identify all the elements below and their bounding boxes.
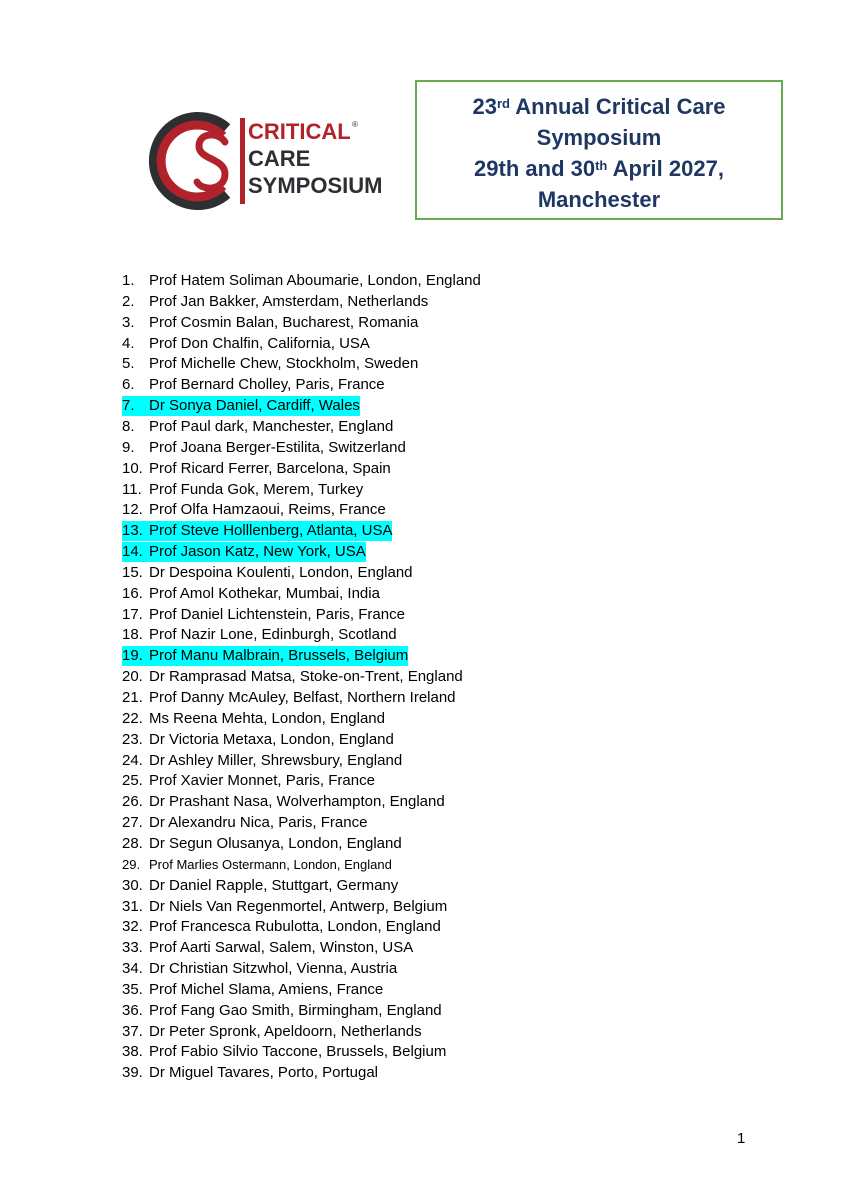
speaker-name-location: Prof Jason Katz, New York, USA bbox=[149, 543, 366, 561]
speaker-name-location: Prof Don Chalfin, California, USA bbox=[149, 334, 370, 352]
logo-divider bbox=[240, 118, 245, 204]
speaker-number: 25. bbox=[122, 772, 143, 790]
speaker-list-item bbox=[122, 375, 385, 395]
speaker-list-item bbox=[122, 751, 402, 771]
speaker-list-item bbox=[122, 521, 392, 541]
speaker-number: 2. bbox=[122, 292, 135, 310]
speaker-list-item bbox=[122, 500, 386, 520]
speaker-list-item bbox=[122, 584, 380, 604]
logo-wordmark bbox=[248, 118, 383, 199]
speaker-list-item bbox=[122, 542, 366, 562]
speaker-number: 1. bbox=[122, 272, 135, 289]
speaker-name-location: Dr Despoina Koulenti, London, England bbox=[149, 563, 413, 581]
speaker-name-location: Prof Funda Gok, Merem, Turkey bbox=[149, 480, 364, 498]
speaker-name-location: Prof Marlies Ostermann, London, England bbox=[149, 856, 392, 872]
speaker-number: 10. bbox=[122, 459, 143, 477]
speaker-list-item bbox=[122, 688, 456, 708]
title-line-3 bbox=[417, 153, 781, 184]
speaker-name-location: Prof Michel Slama, Amiens, France bbox=[149, 980, 384, 998]
speaker-number: 22. bbox=[122, 709, 143, 727]
date-month-year: April 2027, bbox=[607, 156, 724, 181]
speaker-number: 12. bbox=[122, 501, 143, 519]
speaker-list-item bbox=[122, 771, 375, 791]
speaker-number: 28. bbox=[122, 834, 143, 852]
event-title-box bbox=[415, 80, 783, 220]
speaker-name-location: Prof Paul dark, Manchester, England bbox=[149, 417, 394, 435]
speaker-number: 37. bbox=[122, 1022, 143, 1040]
speaker-number: 26. bbox=[122, 793, 143, 811]
date-text: 29th and 30 bbox=[474, 156, 596, 181]
speaker-list-item bbox=[122, 938, 413, 958]
speaker-list-item bbox=[122, 646, 408, 666]
speaker-list-item bbox=[122, 438, 406, 458]
speaker-list-item bbox=[122, 625, 397, 645]
speaker-number: 14. bbox=[122, 543, 143, 561]
symposium-logo bbox=[143, 108, 383, 214]
speaker-number: 33. bbox=[122, 939, 143, 957]
speaker-name-location: Prof Michelle Chew, Stockholm, Sweden bbox=[149, 355, 419, 373]
speaker-number: 8. bbox=[122, 417, 135, 435]
speaker-number: 38. bbox=[122, 1043, 143, 1061]
speaker-number: 5. bbox=[122, 355, 135, 373]
speaker-number: 21. bbox=[122, 689, 143, 706]
speaker-number: 35. bbox=[122, 980, 143, 998]
speaker-name-location: Dr Christian Sitzwhol, Vienna, Austria bbox=[149, 960, 398, 978]
speaker-number: 17. bbox=[122, 605, 143, 623]
speaker-name-location: Prof Amol Kothekar, Mumbai, India bbox=[149, 584, 380, 602]
speaker-list-item bbox=[122, 813, 367, 833]
speaker-list-item bbox=[122, 1022, 422, 1042]
title-line-4: Manchester bbox=[537, 187, 661, 212]
speaker-name-location: Dr Ramprasad Matsa, Stoke-on-Trent, England bbox=[149, 668, 463, 686]
speaker-name-location: Prof Bernard Cholley, Paris, France bbox=[149, 376, 385, 394]
speaker-list-item bbox=[122, 334, 370, 354]
registered-mark: ® bbox=[352, 120, 358, 129]
speaker-number: 19. bbox=[122, 647, 143, 665]
speaker-number: 20. bbox=[122, 668, 143, 686]
speaker-list-item bbox=[122, 1063, 378, 1083]
speaker-list-item bbox=[122, 417, 393, 437]
speaker-number: 13. bbox=[122, 522, 143, 540]
logo-line-symposium: SYMPOSIUM bbox=[248, 173, 383, 198]
speaker-name-location: Prof Danny McAuley, Belfast, Northern Ireland bbox=[149, 689, 456, 706]
speaker-list-item bbox=[122, 354, 418, 374]
speaker-name-location: Dr Ashley Miller, Shrewsbury, England bbox=[149, 751, 403, 769]
speaker-number: 23. bbox=[122, 730, 143, 748]
speaker-number: 31. bbox=[122, 897, 143, 915]
speaker-list-item bbox=[122, 313, 418, 333]
speaker-name-location: Prof Joana Berger-Estilita, Switzerland bbox=[149, 438, 406, 456]
speaker-number: 7. bbox=[122, 397, 135, 415]
speaker-list-item bbox=[122, 917, 441, 937]
speaker-list-item bbox=[122, 855, 392, 875]
speaker-name-location: Dr Segun Olusanya, London, England bbox=[149, 834, 402, 852]
title-line-1 bbox=[417, 91, 781, 122]
speaker-list-item bbox=[122, 1042, 446, 1062]
speaker-name-location: Prof Nazir Lone, Edinburgh, Scotland bbox=[149, 626, 397, 644]
speaker-name-location: Prof Francesca Rubulotta, London, England bbox=[149, 918, 441, 936]
speaker-name-location: Prof Daniel Lichtenstein, Paris, France bbox=[149, 605, 405, 623]
speaker-number: 4. bbox=[122, 334, 135, 352]
speaker-name-location: Dr Peter Spronk, Apeldoorn, Netherlands bbox=[149, 1022, 422, 1040]
speaker-name-location: Prof Fang Gao Smith, Birmingham, England bbox=[149, 1001, 442, 1019]
speaker-list-item bbox=[122, 897, 447, 917]
speaker-name-location: Prof Jan Bakker, Amsterdam, Netherlands bbox=[149, 292, 429, 310]
speaker-list-item bbox=[122, 480, 363, 500]
speaker-name-location: Dr Prashant Nasa, Wolverhampton, England bbox=[149, 793, 445, 811]
speaker-list-item bbox=[122, 271, 481, 291]
speaker-number: 3. bbox=[122, 313, 135, 331]
page-number: 1 bbox=[737, 1130, 746, 1147]
date-suffix: th bbox=[595, 158, 608, 173]
speaker-name-location: Dr Victoria Metaxa, London, England bbox=[149, 730, 394, 748]
speaker-number: 18. bbox=[122, 626, 143, 644]
speaker-number: 16. bbox=[122, 584, 143, 602]
speaker-list-item bbox=[122, 459, 391, 479]
speaker-list-item bbox=[122, 980, 383, 1000]
speaker-number: 6. bbox=[122, 376, 135, 394]
speaker-number: 27. bbox=[122, 814, 143, 832]
speaker-number: 11. bbox=[122, 480, 142, 498]
speaker-name-location: Dr Daniel Rapple, Stuttgart, Germany bbox=[149, 876, 399, 894]
speaker-name-location: Prof Ricard Ferrer, Barcelona, Spain bbox=[149, 459, 391, 477]
logo-line-care: CARE bbox=[248, 146, 311, 171]
speaker-list-item bbox=[122, 959, 397, 979]
edition-number: 23 bbox=[472, 94, 497, 119]
speaker-name-location: Prof Fabio Silvio Taccone, Brussels, Belgium bbox=[149, 1043, 447, 1061]
edition-suffix: rd bbox=[496, 96, 510, 111]
speaker-number: 39. bbox=[122, 1064, 143, 1082]
speaker-name-location: Prof Xavier Monnet, Paris, France bbox=[149, 772, 375, 790]
speaker-name-location: Prof Olfa Hamzaoui, Reims, France bbox=[149, 501, 386, 519]
title-annual-text: Annual Critical Care bbox=[509, 94, 726, 119]
speaker-number: 32. bbox=[122, 918, 143, 936]
speaker-name-location: Prof Steve Holllenberg, Atlanta, USA bbox=[149, 522, 393, 540]
speaker-list-item bbox=[122, 292, 428, 312]
speaker-number: 36. bbox=[122, 1001, 143, 1019]
speaker-number: 34. bbox=[122, 960, 143, 978]
speaker-name-location: Ms Reena Mehta, London, England bbox=[149, 709, 385, 727]
speaker-number: 9. bbox=[122, 438, 135, 456]
speaker-list-item bbox=[122, 563, 413, 583]
speaker-name-location: Dr Alexandru Nica, Paris, France bbox=[149, 814, 368, 832]
speaker-name-location: Dr Sonya Daniel, Cardiff, Wales bbox=[149, 397, 360, 415]
speaker-number: 29. bbox=[122, 856, 141, 872]
speaker-number: 15. bbox=[122, 563, 143, 581]
speaker-list-item bbox=[122, 396, 360, 416]
speaker-list-item bbox=[122, 730, 394, 750]
speaker-name-location: Dr Miguel Tavares, Porto, Portugal bbox=[149, 1064, 378, 1082]
speaker-list-item bbox=[122, 834, 402, 854]
speaker-number: 24. bbox=[122, 751, 143, 769]
speaker-name-location: Prof Cosmin Balan, Bucharest, Romania bbox=[149, 313, 419, 331]
speaker-name-location: Prof Aarti Sarwal, Salem, Winston, USA bbox=[149, 939, 414, 957]
speaker-name-location: Dr Niels Van Regenmortel, Antwerp, Belgium bbox=[149, 897, 448, 915]
speaker-list-item bbox=[122, 876, 398, 896]
speaker-number: 30. bbox=[122, 876, 143, 894]
logo-line-critical: CRITICAL bbox=[248, 119, 351, 144]
speaker-list-item bbox=[122, 709, 385, 729]
speaker-name-location: Prof Manu Malbrain, Brussels, Belgium bbox=[149, 647, 409, 665]
cs-monogram-icon bbox=[143, 108, 243, 214]
speaker-list-item bbox=[122, 792, 445, 812]
speaker-list-item bbox=[122, 605, 405, 625]
speaker-name-location: Prof Hatem Soliman Aboumarie, London, England bbox=[149, 272, 481, 289]
title-line-2: Symposium bbox=[536, 125, 662, 150]
speaker-list-item bbox=[122, 1001, 442, 1021]
speaker-list-item bbox=[122, 667, 463, 687]
